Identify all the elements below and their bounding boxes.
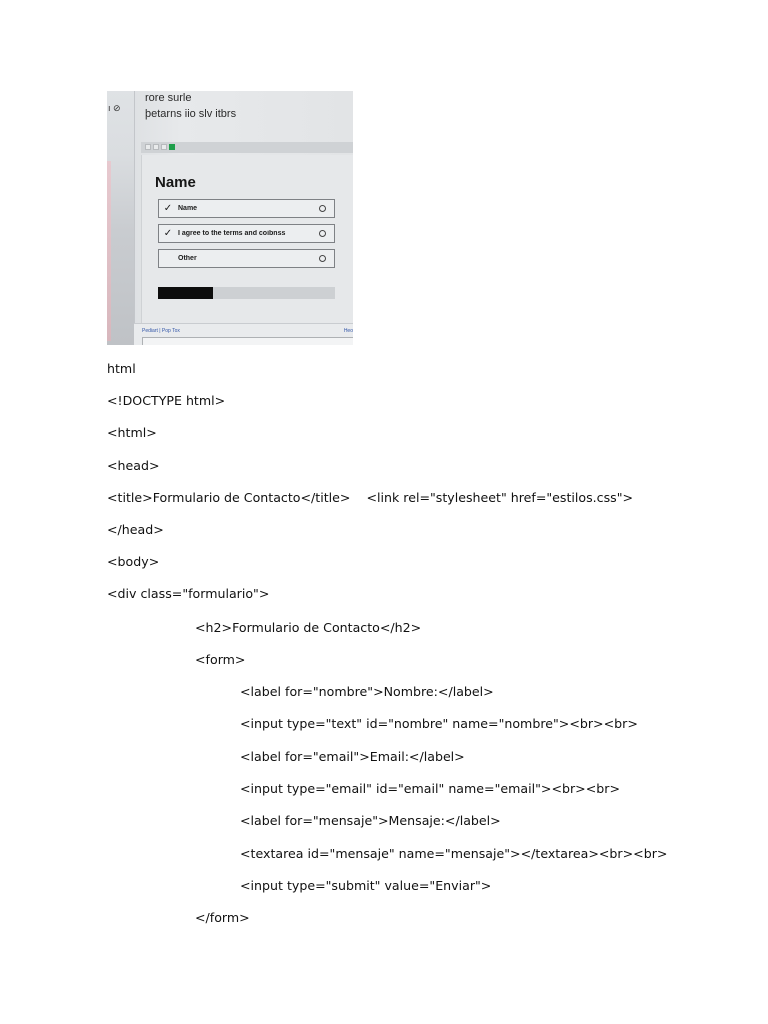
option-label: Name [178, 205, 198, 212]
code-line-html-open: <html> [107, 425, 157, 440]
code-line-h2: <h2>Formulario de Contacto</h2> [195, 620, 422, 635]
screenshot-option-name [158, 199, 335, 218]
screenshot-option-other [158, 249, 335, 268]
progress-fill [158, 287, 213, 299]
screenshot-footer-right: Heo [343, 328, 353, 334]
tab-dot [153, 144, 159, 150]
code-line-head-open: <head> [107, 458, 160, 473]
screenshot-caption-line-1: rore surle [145, 92, 192, 104]
code-line-input-nombre: <input type="text" id="nombre" name="nombre"><br><br> [240, 716, 638, 731]
radio-circle-icon [319, 255, 326, 262]
screenshot-option-terms [158, 224, 335, 243]
screenshot-footer [134, 323, 353, 345]
option-label: I agree to the terms and coibnss [178, 230, 286, 237]
screenshot-tab-strip [141, 142, 353, 153]
checkmark-icon: ✓ [163, 203, 173, 214]
code-line-body-open: <body> [107, 554, 160, 569]
code-line-label-nombre: <label for="nombre">Nombre:</label> [240, 684, 494, 699]
tab-dot [161, 144, 167, 150]
code-line-lang: html [107, 361, 136, 376]
screenshot-panel-title: Name [155, 174, 196, 191]
code-line-textarea: <textarea id="mensaje" name="mensaje"></textarea><br><br> [240, 846, 668, 861]
code-line-form-open: <form> [195, 652, 246, 667]
radio-circle-icon [319, 230, 326, 237]
tab-dot [145, 144, 151, 150]
screenshot-accent-bar [107, 161, 111, 341]
screenshot-progress-bar [158, 287, 335, 299]
tab-dot-active [169, 144, 175, 150]
embedded-screenshot [107, 91, 353, 345]
option-label: Other [178, 255, 197, 262]
code-line-head-close: </head> [107, 522, 164, 537]
screenshot-footer-left: Pediart | Pop Tox [142, 328, 180, 334]
code-line-label-email: <label for="email">Email:</label> [240, 749, 465, 764]
screenshot-left-strip [107, 91, 135, 345]
code-line-submit: <input type="submit" value="Enviar"> [240, 878, 492, 893]
code-line-doctype: <!DOCTYPE html> [107, 393, 226, 408]
code-line-div-open: <div class="formulario"> [107, 586, 270, 601]
code-line-label-mensaje: <label for="mensaje">Mensaje:</label> [240, 813, 501, 828]
code-line-form-close: </form> [195, 910, 250, 925]
code-line-input-email: <input type="email" id="email" name="email"><br><br> [240, 781, 621, 796]
screenshot-footer-field [142, 337, 353, 345]
screenshot-left-mark: ı ⊘ [108, 103, 121, 113]
code-line-title-link: <title>Formulario de Contacto</title> <link rel="stylesheet" href="estilos.css"> [107, 490, 634, 505]
screenshot-caption-line-2: þetarns iio slv itbrs [145, 108, 237, 120]
checkmark-icon: ✓ [163, 228, 173, 239]
radio-circle-icon [319, 205, 326, 212]
